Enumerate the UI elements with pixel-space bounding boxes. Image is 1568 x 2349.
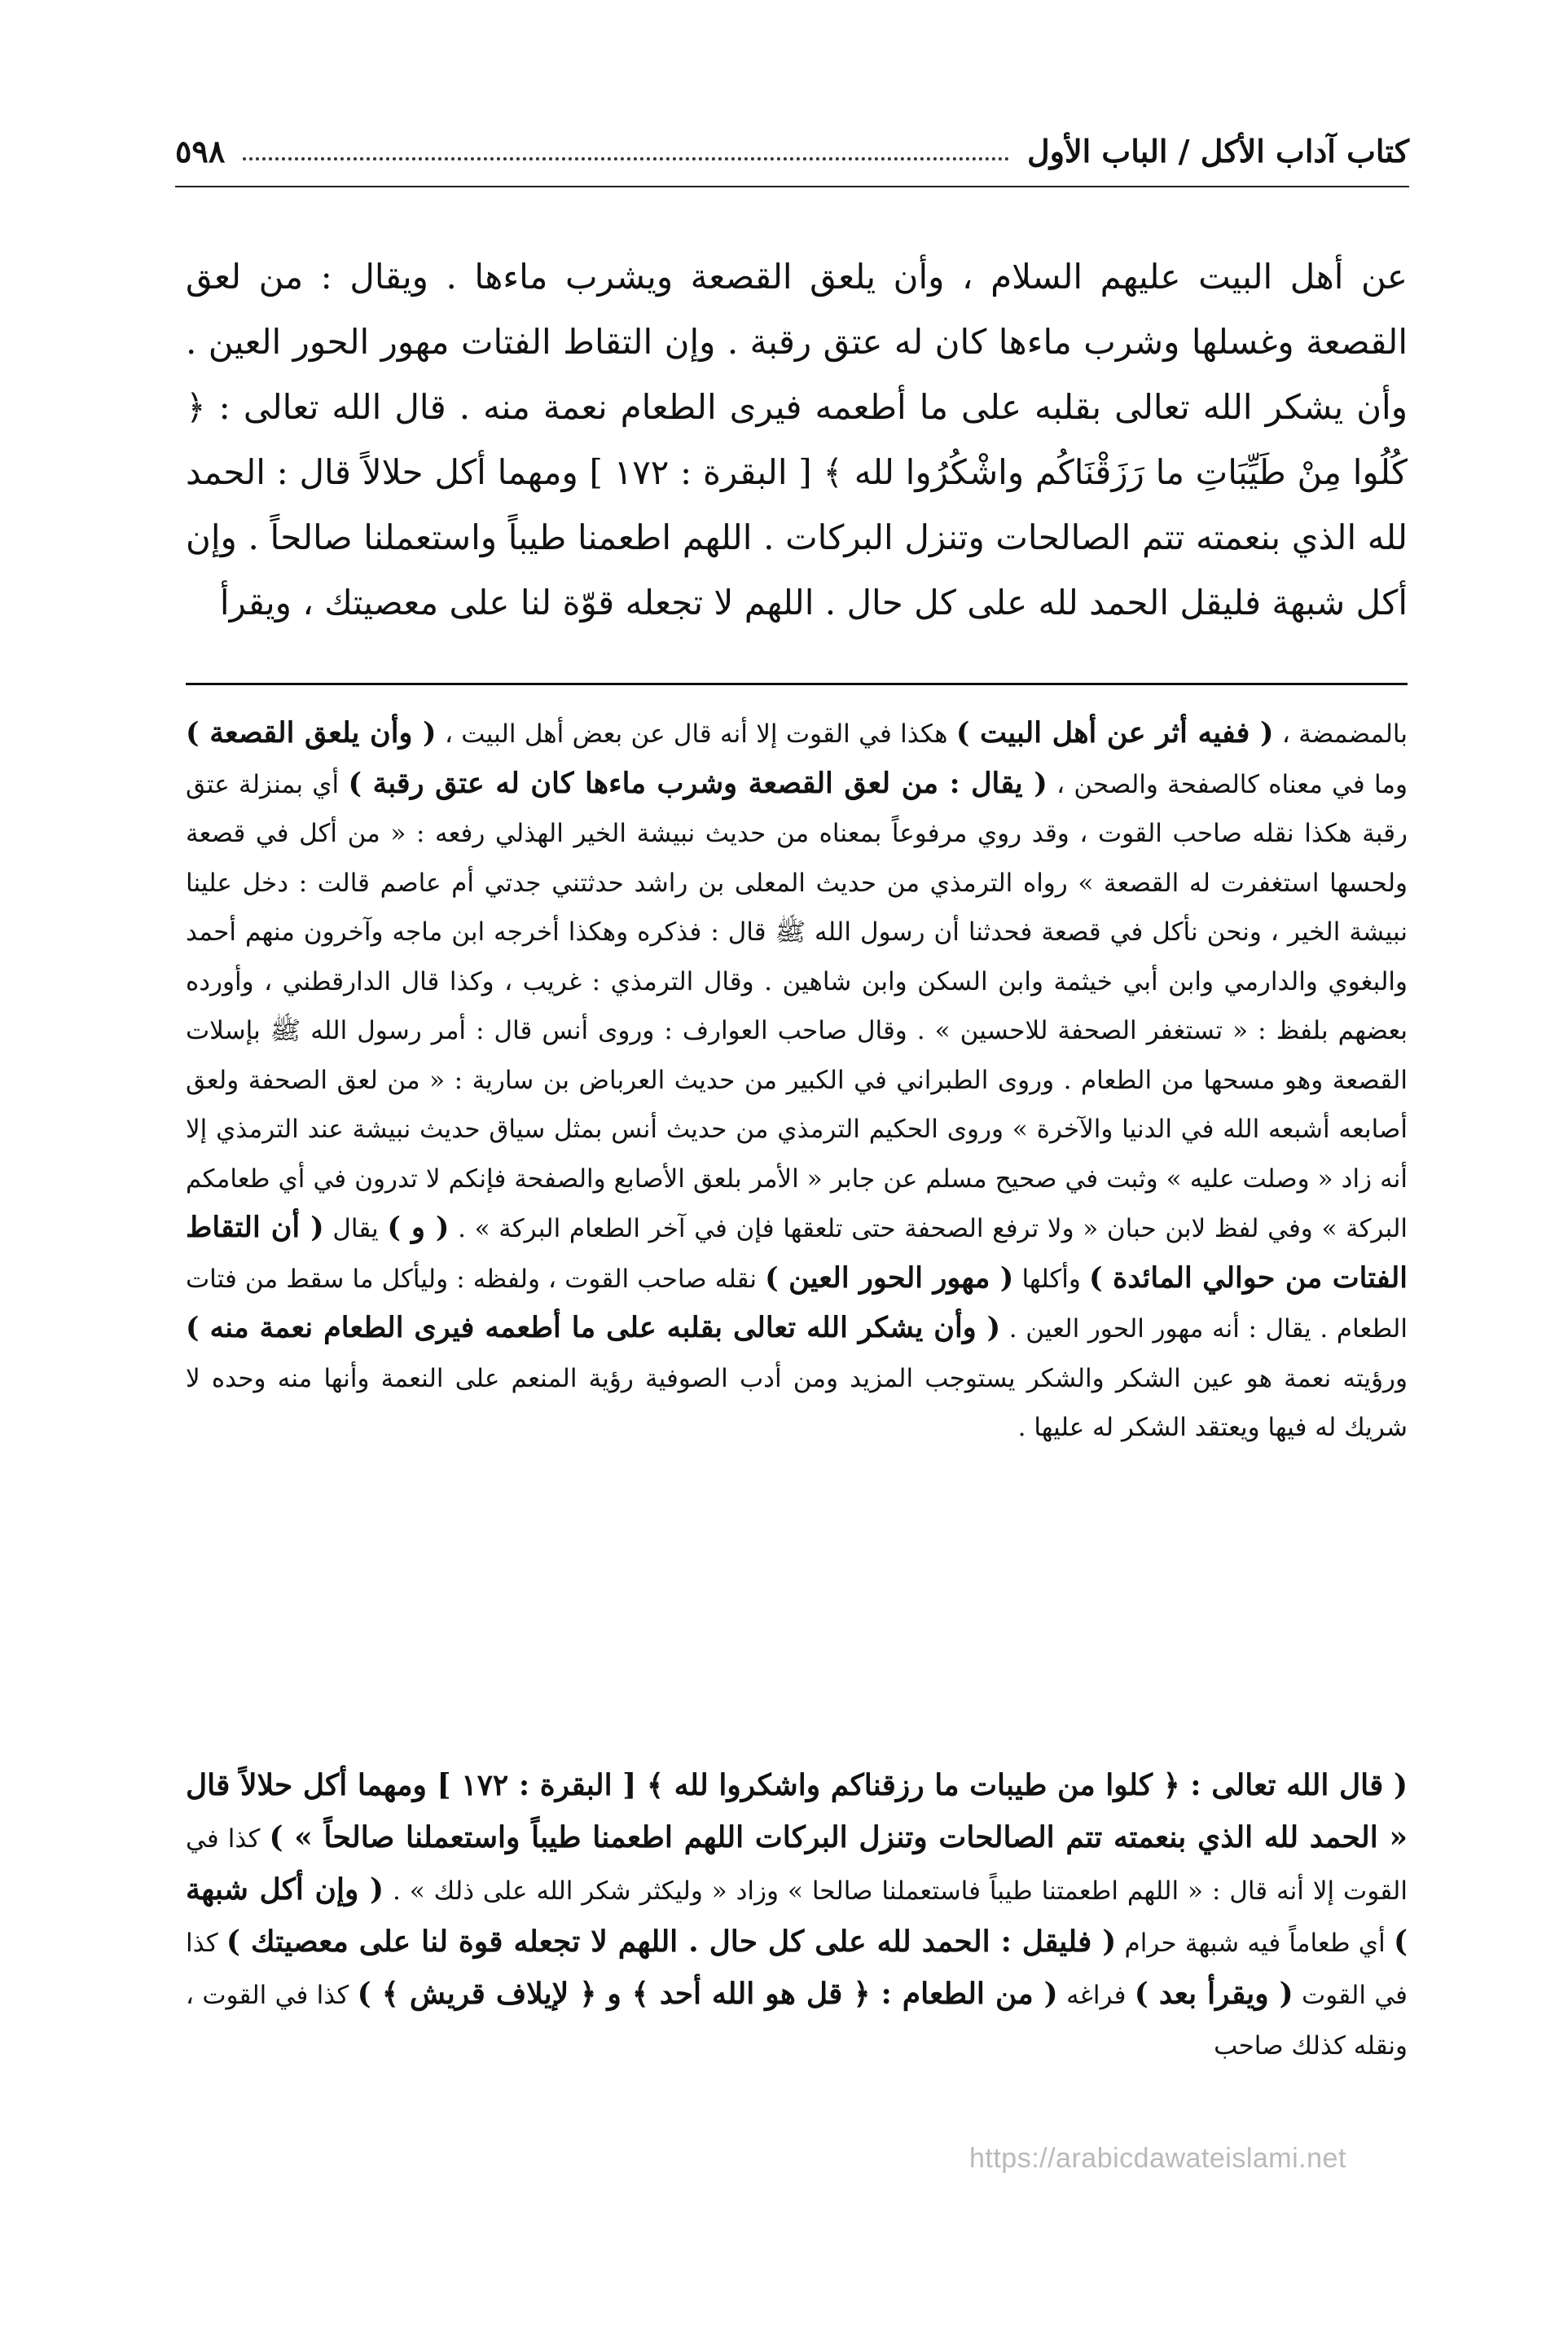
commentary-text: وما في معناه كالصفحة والصحن ، — [1047, 769, 1408, 799]
quoted-phrase: ( من الطعام : ﴿ قل هو الله أحد ﴾ و ﴿ لإيلاف قريش ﴾ ) — [357, 1977, 1058, 2011]
commentary-paragraph-2 — [186, 1760, 1408, 2071]
commentary-text: يقال — [323, 1214, 388, 1243]
quoted-phrase: ( قال الله تعالى : ﴿ كلوا من طيبات ما رزقناكم واشكروا لله ﴾ [ البقرة : ١٧٢ ] ومهما أكل حلالاً قال « الحمد لله الذي بنعمته تتم الصالحات وتنزل البركات اللهم اطعمنا طيباً واستعملنا صالحاً » ) — [186, 1768, 1408, 1854]
watermark-url: https://arabicdawateislami.net — [969, 2143, 1346, 2174]
quoted-phrase: ( وإن أكل شبهة ) — [186, 1872, 1408, 1959]
commentary-text: كذا في القوت — [186, 1929, 1408, 2010]
commentary-text: أي طعاماً فيه شبهة حرام — [1116, 1929, 1394, 1958]
quoted-phrase: ( و ) — [387, 1211, 450, 1244]
quoted-phrase: ( يقال : من لعق القصعة وشرب ماءها كان له عتق رقبة ) — [348, 766, 1048, 800]
page-number: ٥٩٨ — [175, 132, 226, 169]
commentary-text: ورؤيته نعمة هو عين الشكر والشكر يستوجب المزيد ومن أدب الصوفية رؤية المنعم على النعمة وأنها منه وحده لا شريك له فيها ويعتقد الشكر له عليها . — [186, 1363, 1408, 1442]
commentary-paragraph-1 — [186, 709, 1408, 1453]
commentary-text: أي بمنزلة عتق رقبة هكذا نقله صاحب القوت ، وقد روي مرفوعاً بمعناه من حديث نبيشة الخير الهذلي رفعه : « من أكل في قصعة ولحسها استغفرت له القصعة » رواه الترمذي من حديث المعلى بن راشد حدثتني جدتي أم عاصم قالت : دخل علينا نبيشة الخير ، ونحن نأكل في قصعة فحدثنا أن رسول الله ﷺ قال : فذكره وهكذا أخرجه ابن ماجه وآخرون منهم أحمد والبغوي والدارمي وابن أبي خيثمة وابن السكن وابن شاهين . وقال الترمذي : غريب ، وكذا قال الدارقطني ، وأورده بعضهم بلفظ : « تستغفر الصحفة للاحسين » . وقال صاحب العوارف : وروى أنس قال : أمر رسول الله ﷺ بإسلات القصعة وهو مسحها من الطعام . وروى الطبراني في الكبير من حديث العرباض بن سارية : « من لعق الصحفة ولعق أصابعه أشبعه الله في الدنيا والآخرة » وروى الحكيم الترمذي من حديث أنس بمثل سياق حديث نبيشة عند الترمذي إلا أنه زاد « وصلت عليه » وثبت في صحيح مسلم عن جابر « الأمر بلعق الأصابع والصفحة فإنكم لا تدرون في أي طعامكم البركة » وفي لفظ لابن حبان « ولا ترفع الصحفة حتى تلعقها فإن في آخر الطعام البركة » . — [186, 769, 1408, 1243]
page-header — [175, 122, 1409, 179]
quoted-phrase: ( فليقل : الحمد لله على كل حال . اللهم لا تجعله قوة لنا على معصيتك ) — [226, 1925, 1117, 1959]
quoted-phrase: ( مهور الحور العين ) — [765, 1260, 1014, 1295]
quoted-phrase: ( ويقرأ بعد ) — [1134, 1977, 1293, 2011]
running-head — [225, 133, 1409, 169]
commentary-text: هكذا في القوت إلا أنه قال عن بعض أهل البيت ، — [436, 719, 956, 749]
quoted-phrase: ( وأن يشكر الله تعالى بقلبه على ما أطعمه فيرى الطعام نعمة منه ) — [186, 1311, 1001, 1344]
main-paragraph: عن أهل البيت عليهم السلام ، وأن يلعق القصعة ويشرب ماءها . ويقال : من لعق القصعة وغسلها وشرب ماءها كان له عتق رقبة . وإن التقاط الفتات مهور الحور العين . وأن يشكر الله تعالى بقلبه على ما أطعمه فيرى الطعام نعمة منه . قال الله تعالى : ﴿ كُلُوا مِنْ طَيِّبَاتِ ما رَزَقْنَاكُم واشْكُرُوا لله ﴾ [ البقرة : ١٧٢ ] ومهما أكل حلالاً قال : الحمد لله الذي بنعمته تتم الصالحات وتنزل البركات . اللهم اطعمنا طيباً واستعملنا صالحاً . وإن أكل شبهة فليقل الحمد لله على كل حال . اللهم لا تجعله قوّة لنا على معصيتك ، ويقرأ — [186, 257, 1408, 622]
quoted-phrase: ( أن التقاط الفتات من حوالي المائدة ) — [186, 1211, 1408, 1295]
commentary-text: بالمضمضة ، — [1273, 719, 1408, 749]
quoted-phrase: ( ففيه أثر عن أهل البيت ) — [955, 716, 1274, 750]
dotted-leader — [243, 157, 1009, 161]
commentary-divider — [186, 683, 1408, 685]
commentary-text: فراغه — [1057, 1981, 1135, 2010]
commentary-text: وأكلها — [1013, 1264, 1089, 1294]
running-title: كتاب آداب الأكل / الباب الأول — [1027, 132, 1409, 169]
commentary-block-1 — [186, 709, 1408, 1453]
main-text — [186, 244, 1408, 636]
commentary-text: كذا في القوت ، ونقله كذلك صاحب — [186, 1981, 1408, 2061]
commentary-block-2 — [186, 1760, 1408, 2071]
header-rule — [175, 186, 1409, 187]
commentary-text: نقله صاحب القوت ، ولفظه : وليأكل ما سقط من فتات الطعام . يقال : أنه مهور الحور العين . — [186, 1264, 1408, 1344]
commentary-text: كذا في القوت إلا أنه قال : « اللهم اطعمتنا طيباً فاستعملنا صالحا » وزاد « وليكثر شكر الله على ذلك » . — [186, 1824, 1408, 1906]
quoted-phrase: ( وأن يلعق القصعة ) — [186, 716, 437, 750]
